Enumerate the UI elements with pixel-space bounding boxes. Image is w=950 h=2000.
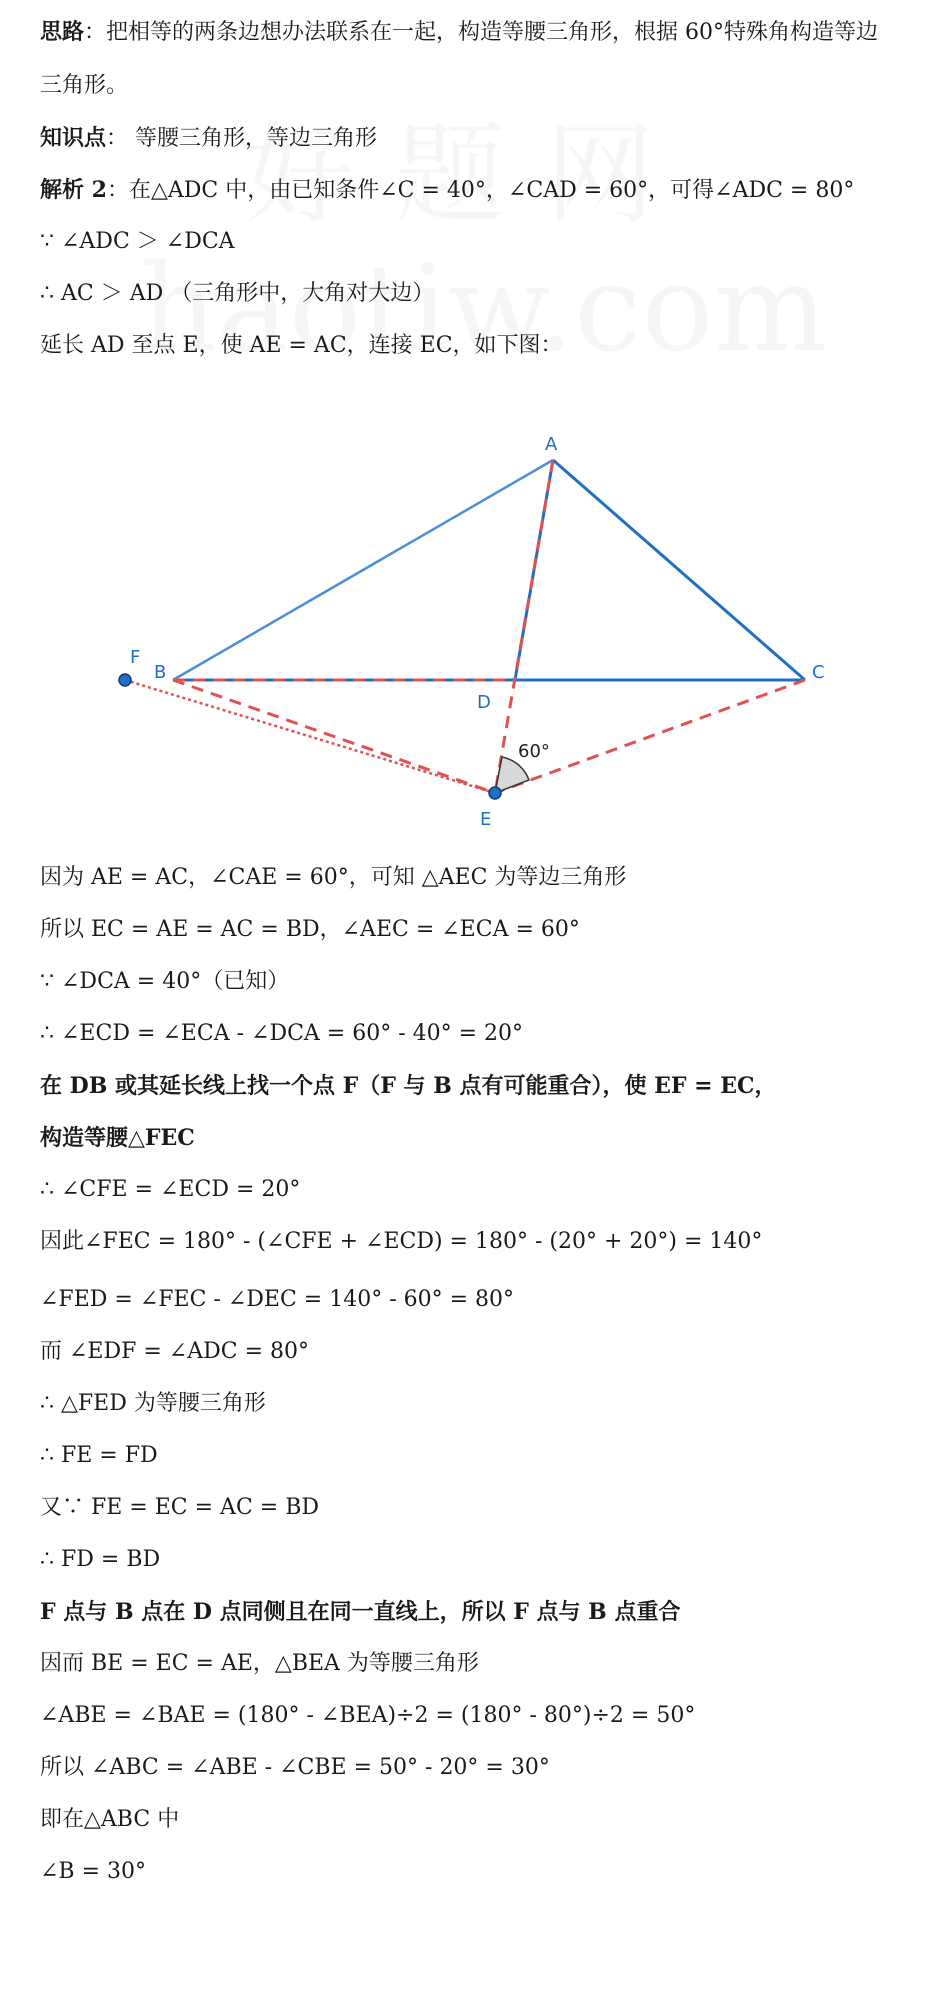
line-text: ∴ FD = BD [40,1547,161,1572]
line-text: ∴ △FED 为等腰三角形 [40,1391,266,1416]
dashed-ce [495,680,805,793]
line-cfe [40,1172,920,1208]
segment-ac [553,460,805,680]
line-fe-fd [40,1438,920,1474]
line-text: 所以 ∠ABC = ∠ABE - ∠CBE = 50° - 20° = 30° [40,1755,550,1780]
line-construct-fec [40,1120,920,1156]
line-text: ∴ ∠ECD = ∠ECA - ∠DCA = 60° - 40° = 20° [40,1021,524,1046]
line-text: 因此∠FEC = 180° - (∠CFE + ∠ECD) = 180° - (20° + 20°) = 140° [40,1229,763,1254]
line-find-f [40,1068,920,1104]
line-text: 在 DB 或其延长线上找一个点 F（F 与 B 点有可能重合），使 EF = EC， [40,1073,777,1099]
line-thinking [40,14,920,51]
line-text: 延长 AD 至点 E，使 AE = AC，连接 EC，如下图： [40,333,563,358]
label-f: F [130,647,141,668]
dashed-be [173,680,495,793]
line-extend [40,328,920,364]
thinking-text: ：把相等的两条边想办法联系在一起，构造等腰三角形，根据 60°特殊角构造等边 [84,20,879,45]
line-because-dca [40,964,920,1000]
label-a: A [545,434,558,455]
line-because-1 [40,224,920,260]
label-e: E [480,809,492,830]
analysis-text: ：在△ADC 中，由已知条件∠C = 40°，∠CAD = 60°，可得∠ADC = 80° [106,178,855,203]
line-text: ∠FED = ∠FEC - ∠DEC = 140° - 60° = 80° [40,1287,515,1312]
line-thinking-cont [40,68,920,104]
line-analysis [40,172,920,209]
point-f [119,674,131,686]
line-therefore-ecd [40,1016,920,1052]
segment-ab [173,460,553,680]
line-therefore-1 [40,276,920,312]
line-text: 因为 AE = AC，∠CAE = 60°，可知 △AEC 为等边三角形 [40,865,627,890]
line-edf [40,1334,920,1370]
line-text: 构造等腰△FEC [40,1125,195,1151]
label-d: D [477,692,491,713]
line-isosceles-fed [40,1386,920,1422]
analysis-label: 解析 2 [40,177,107,203]
line-text: ∴ ∠CFE = ∠ECD = 20° [40,1177,301,1202]
line-text: ∴ FE = FD [40,1443,158,1468]
line-text: ∠ABE = ∠BAE = (180° - ∠BEA)÷2 = (180° - 80°)÷2 = 50° [40,1703,696,1728]
line-text: F 点与 B 点在 D 点同侧且在同一直线上，所以 F 点与 B 点重合 [40,1599,681,1625]
line-text: ∵ ∠ADC ＞ ∠DCA [40,229,235,254]
line-f-b-coincide [40,1594,920,1630]
label-c: C [812,662,825,683]
line-text: 即在△ABC 中 [40,1807,180,1832]
line-equilateral [40,860,920,896]
thinking-text-cont: 三角形。 [40,73,129,98]
line-answer [40,1854,920,1890]
line-text: ∴ AC ＞ AD （三角形中，大角对大边） [40,281,435,306]
line-be-ec [40,1646,920,1682]
line-fe-ec [40,1490,920,1526]
knowledge-text: ： 等腰三角形，等边三角形 [106,126,378,151]
line-fec [40,1224,920,1260]
line-text: ∠B = 30° [40,1859,147,1884]
line-text: 因而 BE = EC = AE，△BEA 为等腰三角形 [40,1651,479,1676]
point-e [489,787,501,799]
line-so-ec [40,912,920,948]
thinking-label: 思路 [40,19,85,45]
line-fd-bd [40,1542,920,1578]
line-abc [40,1750,920,1786]
line-fed [40,1282,920,1318]
dotted-fe [125,680,495,793]
geometry-figure [0,400,950,840]
line-text: 又∵ FE = EC = AC = BD [40,1495,319,1520]
angle-label: 60° [518,741,550,762]
line-text: 而 ∠EDF = ∠ADC = 80° [40,1339,310,1364]
line-abe [40,1698,920,1734]
line-text: ∵ ∠DCA = 40°（已知） [40,969,290,994]
knowledge-label: 知识点 [40,125,107,151]
line-text: 所以 EC = AE = AC = BD，∠AEC = ∠ECA = 60° [40,917,580,942]
line-knowledge [40,120,920,157]
label-b: B [154,662,167,683]
line-in-abc [40,1802,920,1838]
